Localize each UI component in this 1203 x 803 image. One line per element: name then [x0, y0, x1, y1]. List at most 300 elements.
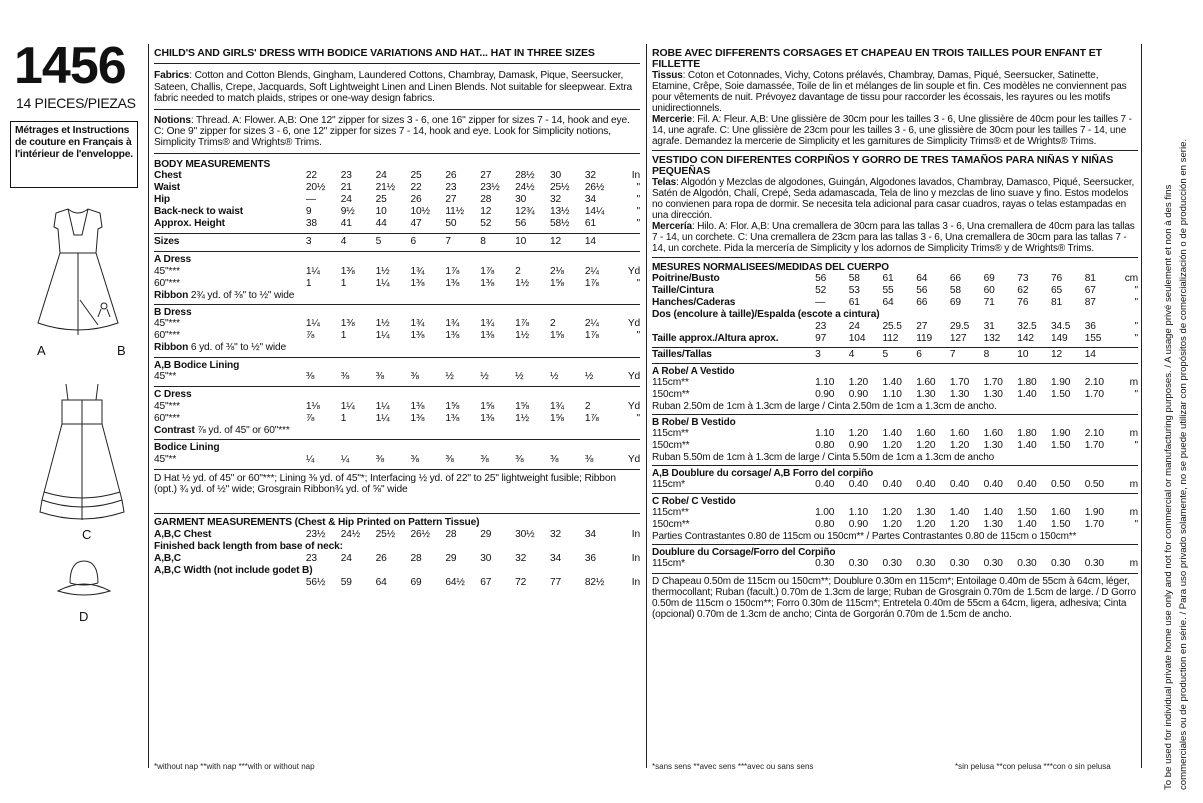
cell-value: ⅜ [550, 453, 559, 465]
cell-value: 28 [445, 528, 457, 540]
merceria-text: : Hilo. A: Flor. A,B: Una cremallera de 30cm para las tallas 3 - 6, Una cremallera de 40cm para las tallas 7 - 14, un corchete. C: Una cremallera de 23cm para las tallas 3 - 6, Una cremallera de 30cm para las tallas 7 - 14, un corchete. Pida la mercería de Simplicity y los adornos de Simplicity Trims® y de Wrights® Trims. [652, 221, 1135, 254]
row-label: 150cm** [652, 440, 690, 451]
cell-value: 4 [848, 349, 855, 360]
unit-cell: Yd [627, 265, 640, 277]
table-row [154, 401, 640, 413]
cell-value: 6 [916, 349, 922, 360]
cell-value: 0.90 [848, 519, 869, 530]
cell-value: 149 [1051, 333, 1068, 344]
cell-value: 0.30 [848, 558, 869, 569]
cell-value: 1⅜ [480, 412, 495, 424]
unit-cell: " [1134, 285, 1138, 296]
cell-value: 65 [1051, 285, 1063, 296]
yardage-extra-label: Contrast [154, 424, 195, 436]
table-row [154, 541, 640, 553]
unit-cell: In [631, 552, 640, 564]
cell-value: 32 [550, 194, 562, 206]
sizes-table [154, 236, 640, 248]
cell-value: 2.10 [1084, 428, 1104, 439]
cell-value: 127 [949, 333, 967, 344]
cell-value: 81 [1084, 273, 1096, 284]
cell-value: 23 [340, 170, 352, 182]
row-label: A,B,C Chest [154, 528, 212, 540]
cell-value: 132 [983, 333, 1001, 344]
yardage-block [154, 357, 640, 383]
cell-value: 56 [916, 285, 928, 296]
unit-cell: Yd [627, 318, 640, 330]
cell-value: 1⅞ [445, 265, 460, 277]
cell-value: 0.30 [1051, 558, 1071, 569]
cell-value: 1.20 [949, 519, 970, 530]
cell-value: 22 [305, 170, 317, 182]
merceria-label: Mercería [652, 221, 692, 232]
cell-value: 1½ [515, 277, 529, 289]
cell-value: 1⅝ [550, 277, 564, 289]
yardage-heading: A,B Bodice Lining [154, 359, 240, 371]
cell-value: 1⅝ [550, 330, 564, 342]
cell-value: 0.50 [1084, 479, 1104, 490]
cell-value: 38 [305, 218, 317, 230]
cell-value: 1.40 [1017, 389, 1037, 400]
french-title: ROBE AVEC DIFFERENTS CORSAGES ET CHAPEAU EN TROIS TAILLES POUR ENFANT ET FILLETTE [652, 47, 1102, 70]
cell-value: 24½ [515, 182, 535, 194]
cell-value: 1¼ [375, 412, 390, 424]
pattern-number: 1456 [14, 37, 126, 95]
cell-value: 0.30 [882, 558, 902, 569]
cell-value: ⅜ [340, 371, 350, 383]
cell-value: 112 [882, 333, 899, 344]
cell-value: 34 [584, 528, 596, 540]
cell-value: 1⅜ [340, 318, 355, 330]
cell-value: 1.30 [983, 519, 1003, 530]
cell-value: 32 [550, 528, 562, 540]
row-label: 45"*** [154, 400, 180, 412]
row-label: 115cm** [652, 377, 689, 388]
cell-value: 24 [848, 321, 860, 332]
cell-value: 1¾ [445, 318, 460, 330]
cell-value: 1.70 [949, 377, 970, 388]
metric-yardage-heading: A Robe/ A Vestido [652, 366, 735, 377]
row-label: 150cm** [652, 519, 690, 530]
cell-value: ½ [584, 371, 594, 383]
metric-hat-yardage: D Chapeau 0.50m de 115cm ou 150cm**; Doublure 0.30m en 115cm*; Entoilage 0.40m de 55cm à 64cm, léger, thermocollant; Ruban (facult.) 0.70m de 1.3cm de large; Ruban de Grosgrain 0.70m de 1.5cm de large. / D Gorro 0.50m de 115cm o 150cm**; Forro 0.30m de 115cm*; Entretela 0.40m de 55cm a 64cm, ligera, adhesiva; Cinta (opcional) 0.70m de 1.3cm de ancho; Cinta de Gorgorán 0.70m de 1.5cm de ancho. [652, 573, 1138, 620]
metric-yardage-heading: C Robe/ C Vestido [652, 496, 736, 507]
cell-value: 5 [882, 349, 889, 360]
cell-value: 62 [1017, 285, 1029, 296]
unit-cell: Yd [627, 400, 640, 412]
cell-value: 1.20 [848, 428, 869, 439]
cell-value: 23½ [305, 528, 326, 540]
cell-value: 0.50 [1051, 479, 1071, 490]
cell-value: 1⅛ [305, 400, 320, 412]
cell-value: 1.00 [815, 507, 835, 518]
metric-yardage-table [652, 558, 1138, 570]
cell-value: ⅜ [410, 371, 419, 383]
cell-value: 7 [949, 349, 956, 360]
row-label: Hip [154, 194, 170, 206]
divider-middle [646, 44, 647, 768]
cell-value: 44 [375, 218, 387, 230]
row-label: Hanches/Caderas [652, 297, 736, 308]
metric-yardage-block [652, 544, 1138, 570]
cell-value: 0.90 [848, 389, 869, 400]
unit-cell: " [636, 218, 640, 230]
unit-cell: " [636, 194, 640, 206]
notions-section [154, 115, 640, 154]
yardage-block [154, 386, 640, 436]
metric-yardage-block [652, 465, 1138, 491]
cell-value: 60 [983, 285, 995, 296]
cell-value: 1.40 [882, 377, 902, 388]
cell-value: 1.70 [983, 377, 1003, 388]
unit-cell: " [1134, 321, 1138, 332]
cell-value: 9 [305, 206, 312, 218]
cell-value: 1.20 [949, 440, 970, 451]
row-label: Tailles/Tallas [652, 349, 712, 360]
pieces-count: 14 PIECES/PIEZAS [16, 95, 136, 111]
notions-text: : Thread. A: Flower. A,B: One 12" zipper for sizes 3 - 6, one 16" zipper for sizes 7 - 14, hook and eye. C: One 9" zipper for sizes 3 - 6, one 12" zipper for sizes 7 - 14, hook and eye. Look for Simplicity notions, Simplicity Trims® and Wrights® Trims. [154, 114, 630, 149]
cell-value: 27 [445, 194, 457, 206]
table-row [154, 371, 640, 383]
cell-value: 0.30 [949, 558, 970, 569]
cell-value: 1.50 [1051, 519, 1071, 530]
unit-cell: m [1129, 377, 1138, 388]
cell-value: 1⅝ [550, 412, 564, 424]
yardage-extra-text: 2¾ yd. of ⅜" to ½" wide [188, 289, 295, 301]
cell-value: 1⅜ [410, 400, 425, 412]
cell-value: ¼ [340, 453, 350, 465]
unit-cell [620, 236, 640, 248]
cell-value: 52 [480, 218, 492, 230]
cell-value: 64½ [445, 576, 465, 588]
cell-value: 1.20 [882, 507, 902, 518]
cell-value: 9½ [340, 206, 355, 218]
cell-value: 23 [305, 552, 317, 564]
cell-value: 28 [410, 552, 422, 564]
mercerie-label: Mercerie [652, 114, 692, 125]
metric-yardage-heading: Doublure du Corsage/Forro del Corpiño [652, 547, 836, 558]
table-row [652, 479, 1138, 491]
table-row [154, 330, 640, 342]
table-row [652, 377, 1138, 389]
cell-value: 50 [445, 218, 457, 230]
cell-value: 1⅜ [445, 277, 460, 289]
cell-value: 69 [949, 297, 961, 308]
french-spanish-column [652, 48, 1138, 620]
yardage-extra-label: Ribbon [154, 342, 189, 354]
row-label [154, 577, 306, 589]
unit-cell: " [1134, 333, 1138, 344]
yardage-block [154, 439, 640, 465]
cell-value: 1.40 [1017, 440, 1037, 451]
cell-value: 1¾ [480, 318, 495, 330]
cell-value: 34.5 [1051, 321, 1071, 332]
cell-value: 29 [480, 528, 492, 540]
cell-value: 58 [848, 273, 860, 284]
cell-value: 61 [584, 218, 596, 230]
cell-value: 12 [480, 206, 492, 218]
cell-value: 55 [882, 285, 894, 296]
yardage-table [154, 454, 640, 466]
cell-value: 1.30 [916, 389, 936, 400]
cell-value: 26½ [410, 528, 430, 540]
notions-label: Notions [154, 114, 191, 126]
cell-value: 1⅜ [340, 265, 355, 277]
cell-value: 0.80 [815, 440, 835, 451]
telas-section [652, 177, 1138, 221]
table-row [154, 553, 640, 565]
cell-value: 1¼ [375, 330, 390, 342]
cell-value: 1½ [375, 318, 390, 330]
cell-value: 59 [340, 576, 352, 588]
french-footnote: *sans sens **avec sens ***avec ou sans sens [652, 762, 814, 771]
table-row [154, 170, 640, 182]
cell-value: 1⅞ [515, 318, 529, 330]
cell-value: 1.40 [983, 507, 1003, 518]
cell-value: 27 [916, 321, 928, 332]
cell-value: — [305, 194, 316, 206]
yardage-section [154, 251, 640, 465]
cell-value: 25 [410, 170, 422, 182]
cell-value: 1⅜ [410, 412, 425, 424]
cell-value: 24 [375, 170, 387, 182]
unit-cell: " [1134, 389, 1138, 400]
unit-cell: In [631, 170, 640, 182]
cell-value: 6 [410, 236, 417, 248]
cell-value: ⅞ [305, 412, 315, 424]
cell-value: 1.50 [1051, 389, 1071, 400]
cell-value: 67 [1084, 285, 1096, 296]
cell-value: 5 [375, 236, 382, 248]
cell-value: 1 [305, 277, 312, 289]
cell-value: 1½ [375, 265, 390, 277]
hat-d-illustration [52, 555, 116, 601]
divider-left [148, 44, 149, 768]
row-label: A,B,C [154, 552, 181, 564]
cell-value: 8 [480, 236, 486, 248]
cell-value: 1.10 [848, 507, 869, 518]
cell-value: 76 [1017, 297, 1029, 308]
cell-value: 0.40 [1017, 479, 1037, 490]
view-c-label: C [82, 527, 92, 542]
cell-value: 1.80 [1017, 377, 1037, 388]
yardage-extra [154, 290, 640, 301]
cell-value: 29.5 [949, 321, 970, 332]
cell-value: 58½ [550, 218, 570, 230]
cell-value: ⅜ [305, 371, 315, 383]
cell-value: 155 [1084, 333, 1102, 344]
cell-value: 1.70 [1084, 519, 1104, 530]
cell-value: 27 [480, 170, 492, 182]
cell-value: 61 [882, 273, 894, 284]
cell-value: 1.60 [1051, 507, 1071, 518]
cell-value: 28 [480, 194, 492, 206]
cell-value: 69 [410, 576, 422, 588]
table-row [154, 194, 640, 206]
unit-cell: m [1129, 507, 1138, 518]
back-length-label: Finished back length from base of neck: [154, 540, 343, 552]
cell-value: 26 [445, 170, 457, 182]
cell-value: 1¼ [375, 400, 390, 412]
cell-value: — [815, 297, 826, 308]
unit-cell: " [1134, 297, 1138, 308]
unit-cell: " [636, 330, 640, 342]
cell-value: 2 [584, 400, 591, 412]
cell-value: 1.70 [1084, 440, 1104, 451]
yardage-table [154, 318, 640, 342]
cell-value: 82½ [584, 576, 605, 588]
unit-cell: " [1134, 519, 1138, 530]
table-row [652, 349, 1138, 361]
cell-value: 1.90 [1051, 428, 1071, 439]
metric-yardage-block [652, 414, 1138, 463]
cell-value: 1.20 [916, 519, 936, 530]
yardage-heading: B Dress [154, 307, 192, 319]
unit-cell [1118, 349, 1138, 361]
row-label [652, 321, 815, 333]
cell-value: ⅞ [305, 330, 315, 342]
cell-value: 1.20 [882, 440, 902, 451]
unit-cell: In [631, 528, 640, 540]
cell-value: 1⅞ [584, 277, 599, 289]
cell-value: 0.30 [983, 558, 1003, 569]
mercerie-section [652, 114, 1138, 151]
metric-yardage-extra: Ruban 2.50m de 1cm à 1.3cm de large / Cinta 2.50m de 1cm a 1.3cm de ancho. [652, 401, 997, 412]
unit-cell: m [1129, 558, 1138, 569]
row-label: 115cm* [652, 479, 685, 490]
dos-label: Dos (encolure à taille)/Espalda (escote a cintura) [652, 309, 880, 320]
row-label: 115cm** [652, 428, 689, 439]
cell-value: 1¾ [410, 318, 425, 330]
cell-value: ½ [445, 371, 454, 383]
cell-value: ½ [480, 371, 489, 383]
legal-line-2: commerciales ou de production en série. / Para uso privado solamente, no se puede utilizar con propósitos de comercialización o de producción en serie. [1178, 138, 1189, 790]
table-row [154, 577, 640, 589]
cell-value: ½ [550, 371, 559, 383]
cell-value: 1.10 [815, 428, 835, 439]
cell-value: 2¼ [584, 318, 599, 330]
row-label: Taille/Cintura [652, 285, 714, 296]
cell-value: 1⅝ [445, 400, 460, 412]
table-row [154, 278, 640, 290]
english-column [154, 48, 640, 589]
metric-yardage-block [652, 363, 1138, 412]
dress-ab-illustration [18, 205, 138, 365]
cell-value: 30 [515, 194, 527, 206]
cell-value: 34 [584, 194, 596, 206]
yardage-block [154, 251, 640, 301]
cell-value: 1⅞ [480, 265, 495, 277]
body-measurements-table [154, 170, 640, 230]
width-label: A,B,C Width (not include godet B) [154, 564, 313, 576]
fabrics-text: : Cotton and Cotton Blends, Gingham, Laundered Cottons, Chambray, Damask, Pique, Seersucker, Sateen, Challis, Crepe, Jacquards, Soft Lightweight Linen and Linen Blends. Not suitable for sleepwear. Extra fabric needed to match plaids, stripes or one-way design fabrics. [154, 70, 633, 105]
row-label: 45"*** [154, 265, 180, 277]
cell-value: 12¾ [515, 206, 535, 218]
cell-value: 64 [375, 576, 387, 588]
cell-value: 1¼ [340, 400, 355, 412]
cell-value: 41 [340, 218, 352, 230]
cell-value: ⅜ [445, 453, 454, 465]
table-row [652, 321, 1138, 333]
cell-value: 1½ [515, 412, 529, 424]
cell-value: 1.60 [916, 377, 936, 388]
view-d-label: D [79, 609, 89, 624]
cell-value: 2.10 [1084, 377, 1104, 388]
cell-value: 0.90 [848, 440, 869, 451]
cell-value: 7 [445, 236, 451, 248]
table-row [154, 266, 640, 278]
cell-value: 1 [340, 330, 347, 342]
cell-value: 1.40 [949, 507, 970, 518]
cell-value: 0.40 [983, 479, 1003, 490]
unit-cell: " [636, 412, 640, 424]
cell-value: 10½ [410, 206, 430, 218]
cell-value: 73 [1017, 273, 1029, 284]
tissus-text: : Coton et Cotonnades, Vichy, Cotons prélavés, Chambray, Damas, Piqué, Seersucker, Satinette, Etamine, Crêpe, Soie damassée, Toile de lin et mélanges de lin souple et fin. Ces modèles ne conviennent pas pour vêtements de nuit. Prévoyez davantage de tissu pour raccorder les écossais, les rayures ou les motifs unidirectionnels. [652, 70, 1127, 114]
table-row [154, 206, 640, 218]
cell-value: ⅜ [375, 371, 384, 383]
spanish-title: VESTIDO CON DIFERENTES CORPIÑOS Y GORRO DE TRES TAMAÑOS PARA NIÑAS Y NIÑAS PEQUEÑAS [652, 154, 1114, 177]
table-row [652, 297, 1138, 309]
cell-value: 13½ [550, 206, 570, 218]
cell-value: 32 [584, 170, 596, 182]
cell-value: 12 [1051, 349, 1063, 360]
row-label: 45"** [154, 371, 177, 383]
cell-value: ⅜ [375, 453, 384, 465]
cell-value: 81 [1051, 297, 1063, 308]
cell-value: 1¼ [375, 277, 390, 289]
unit-cell: cm [1124, 273, 1138, 284]
cell-value: 0.30 [1084, 558, 1104, 569]
cell-value: 24½ [340, 528, 361, 540]
cell-value: 1.60 [983, 428, 1003, 439]
unit-cell: " [636, 182, 640, 194]
cell-value: 142 [1017, 333, 1034, 344]
cell-value: 3 [305, 236, 312, 248]
cell-value: 1⅞ [584, 412, 599, 424]
cell-value: 72 [515, 576, 527, 588]
merceria-section [652, 221, 1138, 258]
cell-value: 0.30 [916, 558, 936, 569]
cell-value: 0.40 [882, 479, 902, 490]
yardage-table [154, 371, 640, 383]
cell-value: 30 [550, 170, 562, 182]
table-row [154, 413, 640, 425]
row-label: Back-neck to waist [154, 206, 244, 218]
cell-value: 36 [584, 552, 596, 564]
cell-value: 1 [340, 277, 347, 289]
cell-value: 64 [916, 273, 928, 284]
cell-value: 1⅞ [584, 330, 599, 342]
cell-value: 32.5 [1017, 321, 1037, 332]
cell-value: 1.10 [882, 389, 902, 400]
legal-line-1: To be used for individual private home use only and not for commercial or manufacturing purposes. / A usage privé seulement et non à des fins [1163, 184, 1174, 790]
cell-value: 3 [815, 349, 821, 360]
table-row [652, 273, 1138, 285]
table-row [652, 309, 1138, 321]
yardage-extra-text: 6 yd. of ⅜" to ½" wide [188, 342, 286, 354]
metric-yardage-section [652, 363, 1138, 570]
divider-right [1141, 44, 1142, 768]
cell-value: 1½ [515, 330, 529, 342]
cell-value: 12 [550, 236, 562, 248]
row-label: Taille approx./Altura aprox. [652, 333, 779, 344]
metric-sizes-table [652, 349, 1138, 361]
cell-value: ⅜ [584, 453, 594, 465]
cell-value: 1⅜ [480, 277, 495, 289]
table-row [652, 428, 1138, 440]
yardage-table [154, 266, 640, 290]
